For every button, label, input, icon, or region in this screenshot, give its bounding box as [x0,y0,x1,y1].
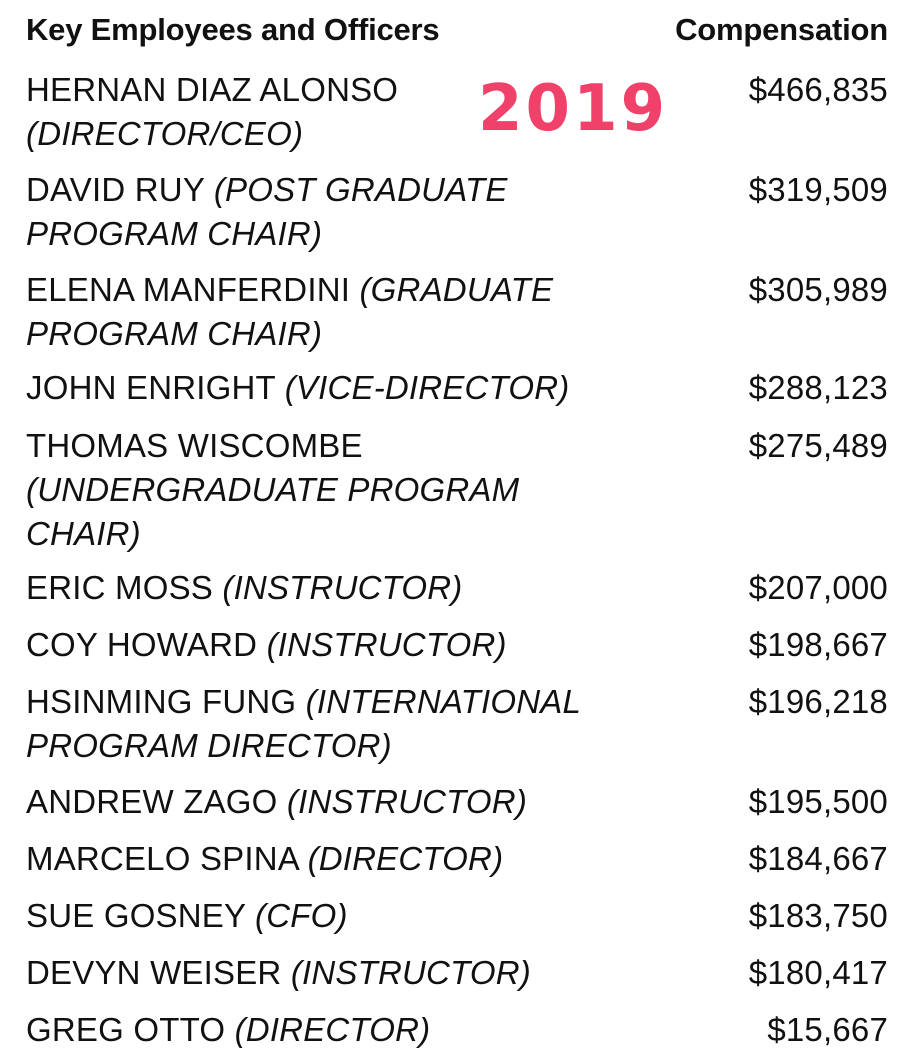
table-header [26,12,888,52]
employee-name: SUE GOSNEY [26,897,246,934]
employee-cell [26,366,626,410]
compensation-amount: $196,218 [748,683,888,720]
compensation-amount: $198,667 [748,626,888,663]
column-header-employees: Key Employees and Officers [26,12,440,47]
employee-name: ELENA MANFERDINI [26,271,351,308]
employee-name: DAVID RUY [26,171,205,208]
employee-role: (INSTRUCTOR) [290,954,531,991]
employee-cell [26,894,626,938]
employee-name: ANDREW ZAGO [26,783,278,820]
employee-name: HERNAN DIAZ ALONSO [26,71,399,108]
employee-name: JOHN ENRIGHT [26,369,276,406]
employee-name: HSINMING FUNG [26,683,297,720]
employee-name: MARCELO SPINA [26,840,299,877]
employee-name: COY HOWARD [26,626,258,663]
compensation-amount: $319,509 [748,171,888,208]
compensation-amount: $15,667 [767,1011,888,1048]
employee-cell [26,951,626,995]
compensation-amount: $466,835 [748,71,888,108]
employee-name: DEVYN WEISER [26,954,282,991]
compensation-amount: $184,667 [748,840,888,877]
employee-name: GREG OTTO [26,1011,226,1048]
employee-cell [26,68,466,156]
employee-cell [26,424,536,556]
employee-cell [26,566,626,610]
compensation-amount: $183,750 [748,897,888,934]
column-header-compensation: Compensation [675,12,888,47]
employee-cell [26,837,626,881]
employee-cell [26,623,626,667]
employee-role: (VICE-DIRECTOR) [284,369,570,406]
employee-role: (DIRECTOR/CEO) [26,115,304,152]
employee-name: ERIC MOSS [26,569,213,606]
employee-role: (INSTRUCTOR) [222,569,463,606]
employee-role: (DIRECTOR) [307,840,504,877]
compensation-amount: $305,989 [748,271,888,308]
employee-role: (POST GRADUATE PROGRAM CHAIR) [26,171,508,252]
employee-cell [26,1008,626,1052]
employee-role: (INSTRUCTOR) [286,783,528,820]
employee-role: (GRADUATE PROGRAM CHAIR) [26,271,554,352]
employee-role: (UNDERGRADUATE PROGRAM CHAIR) [26,471,520,552]
employee-cell [26,780,626,824]
compensation-amount: $275,489 [748,427,888,464]
employee-name: THOMAS WISCOMBE [26,427,363,464]
compensation-amount: $180,417 [748,954,888,991]
employee-role: (INTERNATIONAL PROGRAM DIRECTOR) [26,683,581,764]
compensation-amount: $207,000 [748,569,888,606]
employee-role: (DIRECTOR) [234,1011,431,1048]
employee-cell [26,168,546,256]
year-annotation: 2019 [478,72,669,146]
compensation-amount: $288,123 [748,369,888,406]
employee-role: (INSTRUCTOR) [266,626,507,663]
employee-cell [26,268,586,356]
employee-cell [26,680,626,768]
compensation-amount: $195,500 [748,783,888,820]
employee-role: (CFO) [255,897,348,934]
